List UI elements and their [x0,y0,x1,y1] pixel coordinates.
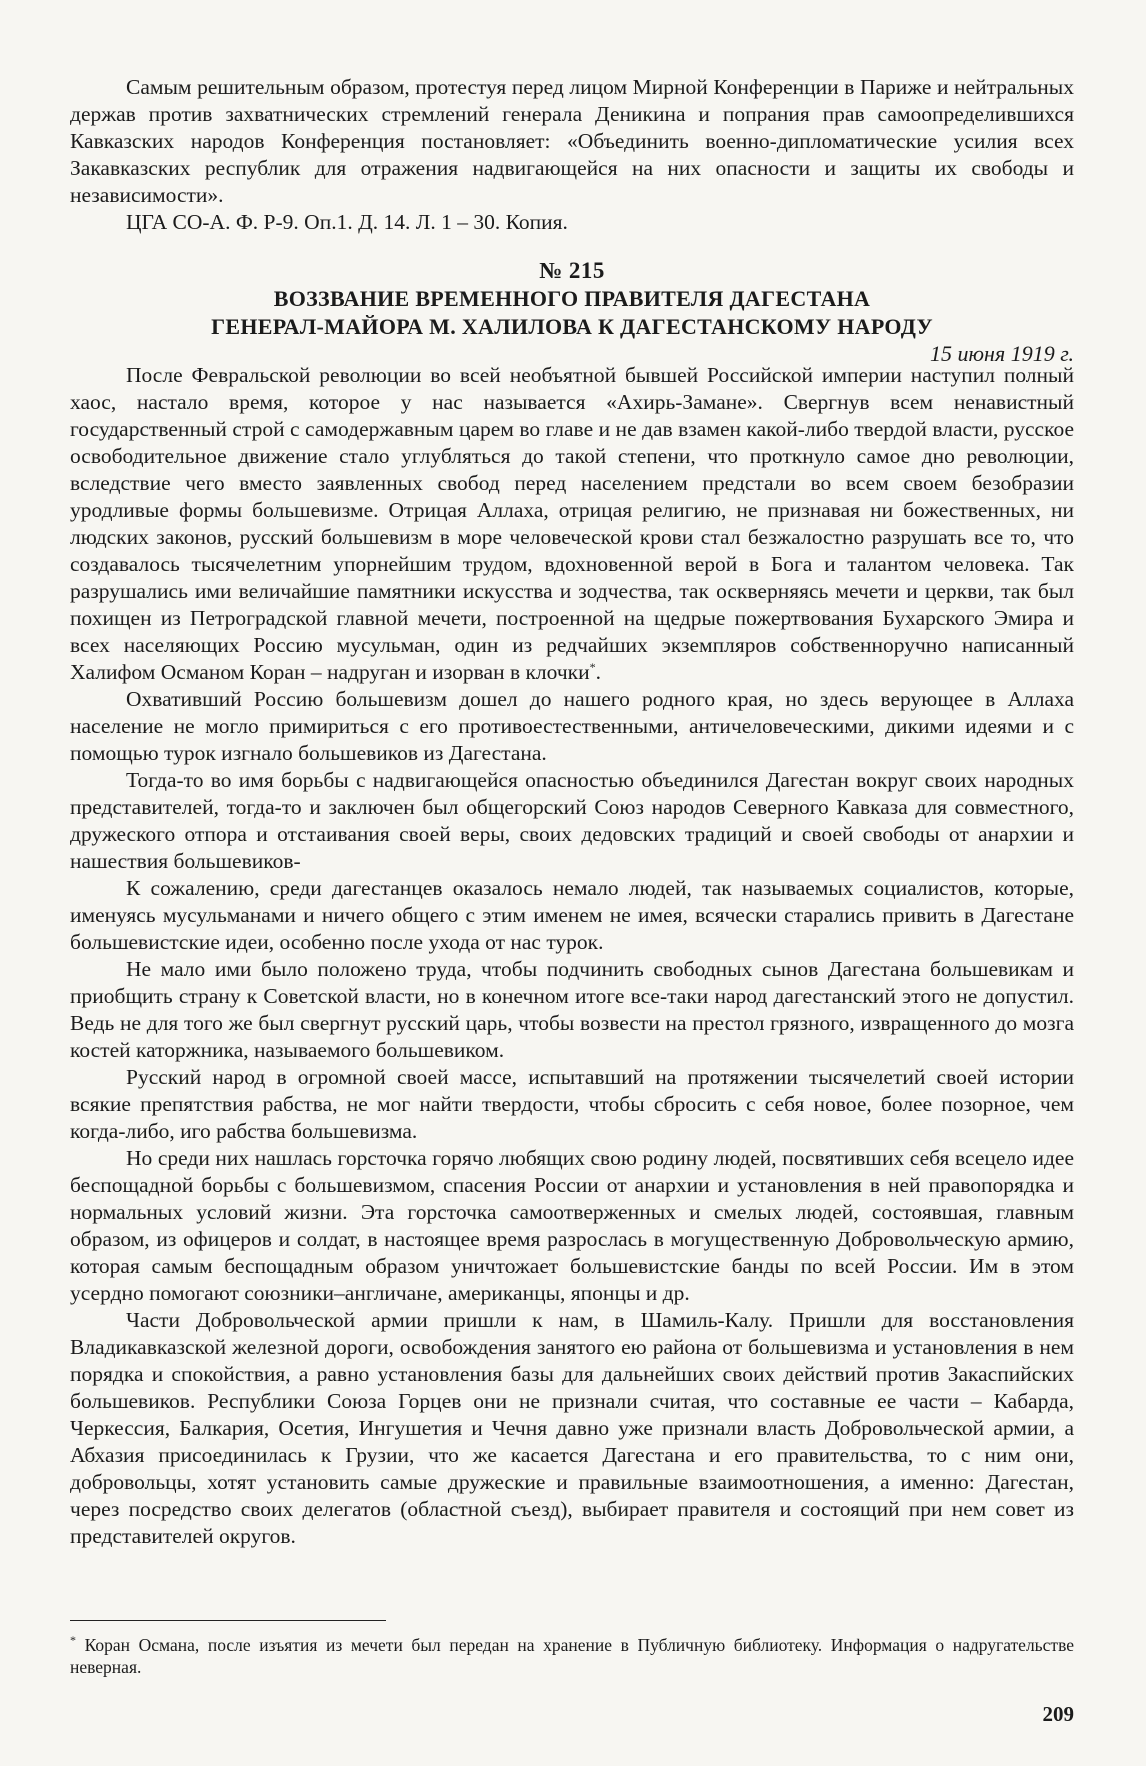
document-title-line-2: ГЕНЕРАЛ-МАЙОРА М. ХАЛИЛОВА К ДАГЕСТАНСКОМУ НАРОДУ [211,314,933,339]
body-paragraph [70,362,1074,686]
paragraph-end-period: . [595,660,601,684]
document-title-line-1: ВОЗЗВАНИЕ ВРЕМЕННОГО ПРАВИТЕЛЯ ДАГЕСТАНА [273,286,871,311]
body-paragraph: Русский народ в огромной своей массе, испытавший на протяжении тысячелетий своей истории всякие препятствия рабства, не мог найти твердости, чтобы сбросить с себя новое, более позорное, чем когда-либо, иго рабства большевизма. [70,1065,1074,1143]
body-paragraph-text: После Февральской революции во всей необъятной бывшей Российской империи наступил полный хаос, настало время, которое у нас называется «Ахирь-Замане». Свергнув всем ненавистный государственный строй с самодержавным царем во главе и не дав взамен какой-либо твердой власти, русское освободительное движение стало углубляться до такой степени, что проткнуло самое дно революции, вследствие чего вместо заявленных свобод перед населением предстали во всем своем безобразии уродливые формы большевизме. Отрицая Аллаха, отрицая религию, не признавая ни божественных, ни людских законов, русский большевизм в море человеческой крови стал безжалостно разрушать все то, что создавалось тысячелетним упорнейшим трудом, вдохновенной верой в Бога и талантом человека. Так разрушались ими величайшие памятники искусства и зодчества, так оскверняясь мечети и церкви, так был похищен из Петроградской главной мечети, построенной на щедрые пожертвования Бухарского Эмира и всех населяющих Россию мусульман, один из редчайших экземпляров собственноручно написанный Халифом Османом Коран – надруган и изорван в клочки [70,363,1074,684]
body-paragraph: Не мало ими было положено труда, чтобы подчинить свободных сынов Дагестана большевикам и приобщить страну к Советской власти, но в конечном итоге все-таки народ дагестанский этого не допустил. Ведь не для того же был свергнут русский царь, чтобы возвести на престол грязного, извращенного до мозга костей каторжника, называемого большевиком. [70,957,1074,1062]
document-body [70,362,1074,1550]
body-paragraph: Тогда-то во имя борьбы с надвигающейся опасностью объединился Дагестан вокруг своих народных представителей, тогда-то и заключен был общегорский Союз народов Северного Кавказа для совместного, дружеского отпора и отстаивания своей веры, своих дедовских традиций и своей свободы от анархии и нашествия большевиков- [70,768,1074,873]
document-number: № 215 [539,258,605,283]
footnote-mark: * [70,1633,76,1648]
footnote-reference-mark: * [589,659,596,674]
body-paragraph: Но среди них нашлась горсточка горячо любящих свою родину людей, посвятивших себя всецело идее беспощадной борьбы с большевизмом, спасения России от анархии и установления в ней правопорядка и нормальных условий жизни. Эта горсточка самоотверженных и смелых людей, состоявшая, главным образом, из офицеров и солдат, в настоящее время разрослась в могущественную Добровольческую армию, которая самым беспощадным образом уничтожает большевистские банды по всей России. Им в этом усердно помогают союзники–англичане, американцы, японцы и др. [70,1146,1074,1305]
body-paragraph: Охвативший Россию большевизм дошел до нашего родного края, но здесь верующее в Аллаха население не могло примириться с его противоестественными, античеловеческими, дикими идеями и с помощью турок изгнало большевиков из Дагестана. [70,687,1074,765]
document-date: 15 июня 1919 г. [930,341,1074,366]
intro-paragraph: Самым решительным образом, протестуя перед лицом Мирной Конференции в Париже и нейтральных держав против захватнических стремлений генерала Деникина и попрания прав самоопределившихся Кавказских народов Конференция постановляет: «Объединить военно-дипломатические усилия всех Закавказских республик для отражения надвигающейся на них опасности и защиты их свободы и независимости». [70,75,1074,207]
footnote-divider [70,1620,386,1621]
body-paragraph: Части Добровольческой армии пришли к нам, в Шамиль-Калу. Пришли для восстановления Владикавказской железной дороги, освобождения занятого ею района от большевизма и установления в нем порядка и спокойствия, а равно установления базы для дальнейших своих действий против Закаспийских большевиков. Республики Союза Горцев они не признали считая, что составные ее части – Кабарда, Черкессия, Балкария, Осетия, Ингушетия и Чечня давно уже признали власть Добровольческой армии, а Абхазия присоединилась к Грузии, что же касается Дагестана и его правительства, то с ним они, добровольцы, хотят установить самые дружеские и правильные взаимоотношения, а именно: Дагестан, через посредство своих делегатов (областной съезд), выбирает правителя и состоящий при нем совет из представителей округов. [70,1308,1074,1548]
document-header [70,257,1074,367]
archive-reference: ЦГА СО-А. Ф. Р-9. Оп.1. Д. 14. Л. 1 – 30. Копия. [126,210,568,234]
footnote-text: Коран Османа, после изъятия из мечети был передан на хранение в Публичную библиотеку. Информация о надругательстве неверная. [70,1635,1074,1677]
footnote [70,1634,1074,1678]
body-paragraph: К сожалению, среди дагестанцев оказалось немало людей, так называемых социалистов, которые, именуясь мусульманами и ничего общего с этим именем не имея, всячески старались привить в Дагестане большевистские идеи, особенно после ухода от нас турок. [70,876,1074,954]
page-number: 209 [1042,1702,1074,1726]
intro-block [70,74,1074,236]
